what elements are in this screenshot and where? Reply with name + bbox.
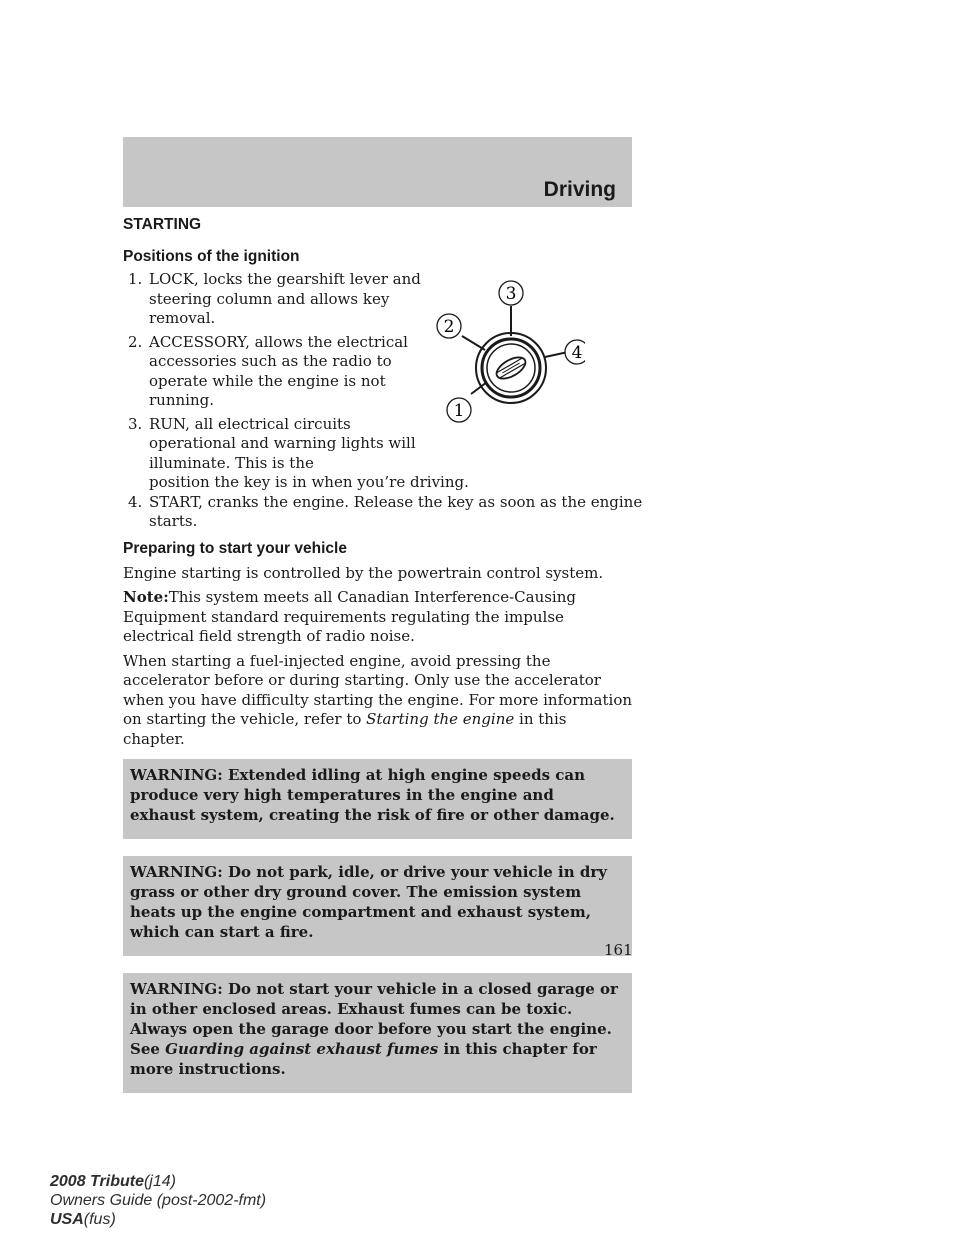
list-number: 2. bbox=[128, 332, 143, 351]
note-label: Note: bbox=[123, 588, 169, 606]
list-text: ACCESSORY, allows the electrical accessories such as the radio to operate while the engine is not running. bbox=[149, 332, 408, 409]
warning-box-idling: WARNING: Extended idling at high engine speeds can produce very high temperatures in the engine and exhaust system, creating the risk of fire or other damage. bbox=[123, 759, 632, 839]
list-item-accessory bbox=[123, 333, 439, 411]
list-item-run bbox=[123, 415, 439, 474]
list-number: 3. bbox=[128, 414, 143, 433]
heading-positions: Positions of the ignition bbox=[123, 248, 300, 265]
heading-starting: STARTING bbox=[123, 216, 202, 233]
crossref-starting-engine: Starting the engine bbox=[366, 710, 515, 728]
footer-line-3 bbox=[50, 1210, 266, 1229]
label-2: 2 bbox=[443, 317, 455, 337]
label-4: 4 bbox=[571, 343, 583, 363]
footer-market-code: (fus) bbox=[83, 1211, 116, 1228]
paragraph-fuel bbox=[123, 652, 632, 750]
list-number: 1. bbox=[128, 270, 143, 288]
fuel-text-end: in this chapter. bbox=[123, 710, 567, 748]
fuel-text: When starting a fuel-injected engine, avoid pressing the accelerator before or during starting. Only use the accelerator when you have difficulty starting the engine. For more information on starting the vehicle, refer to bbox=[123, 651, 633, 728]
footer-model: 2008 Tribute bbox=[50, 1173, 144, 1190]
paragraph-note bbox=[123, 588, 632, 647]
warning-text: WARNING: Do not start your vehicle in a closed garage or in other enclosed areas. Exhaust fumes can be toxic. Always open the garage door before you start the engine. See bbox=[130, 980, 618, 1058]
footer-line-1 bbox=[50, 1172, 266, 1191]
list-item-run-continued bbox=[123, 473, 658, 493]
ignition-diagram bbox=[425, 276, 585, 436]
section-title: Driving bbox=[543, 178, 616, 201]
list-number: 4. bbox=[128, 492, 143, 511]
label-3: 3 bbox=[505, 284, 517, 304]
page-number: 161 bbox=[604, 941, 633, 959]
heading-preparing: Preparing to start your vehicle bbox=[123, 539, 347, 557]
footer-line-2: Owners Guide (post-2002-fmt) bbox=[50, 1192, 267, 1209]
list-text: START, cranks the engine. Release the key as soon as the engine starts. bbox=[149, 492, 643, 530]
list-text: position the key is in when you’re driving. bbox=[149, 473, 469, 491]
section-header-band bbox=[123, 137, 632, 207]
note-text: This system meets all Canadian Interference-Causing Equipment standard requirements regulating the impulse electrical field strength of radio noise. bbox=[123, 588, 576, 645]
warning-box-closed-garage bbox=[123, 973, 632, 1093]
list-item-lock bbox=[123, 270, 439, 329]
crossref-exhaust-fumes: Guarding against exhaust fumes bbox=[165, 1040, 439, 1058]
label-1: 1 bbox=[453, 401, 465, 421]
list-text: LOCK, locks the gearshift lever and steering column and allows key removal. bbox=[149, 270, 421, 327]
warning-text-end: in this chapter for more instructions. bbox=[130, 1040, 597, 1078]
list-item-start bbox=[123, 493, 658, 532]
footer-code: (j14) bbox=[143, 1173, 176, 1190]
warning-box-dry-grass: WARNING: Do not park, idle, or drive your vehicle in dry grass or other dry ground cover. The emission system heats up the engine compartment and exhaust system, which can start a fire. bbox=[123, 856, 632, 956]
paragraph-control: Engine starting is controlled by the powertrain control system. bbox=[123, 563, 604, 582]
list-text: RUN, all electrical circuits operational and warning lights will illuminate. This is the bbox=[149, 414, 416, 472]
footer-document-id bbox=[50, 1172, 266, 1229]
footer-market: USA bbox=[50, 1211, 84, 1228]
